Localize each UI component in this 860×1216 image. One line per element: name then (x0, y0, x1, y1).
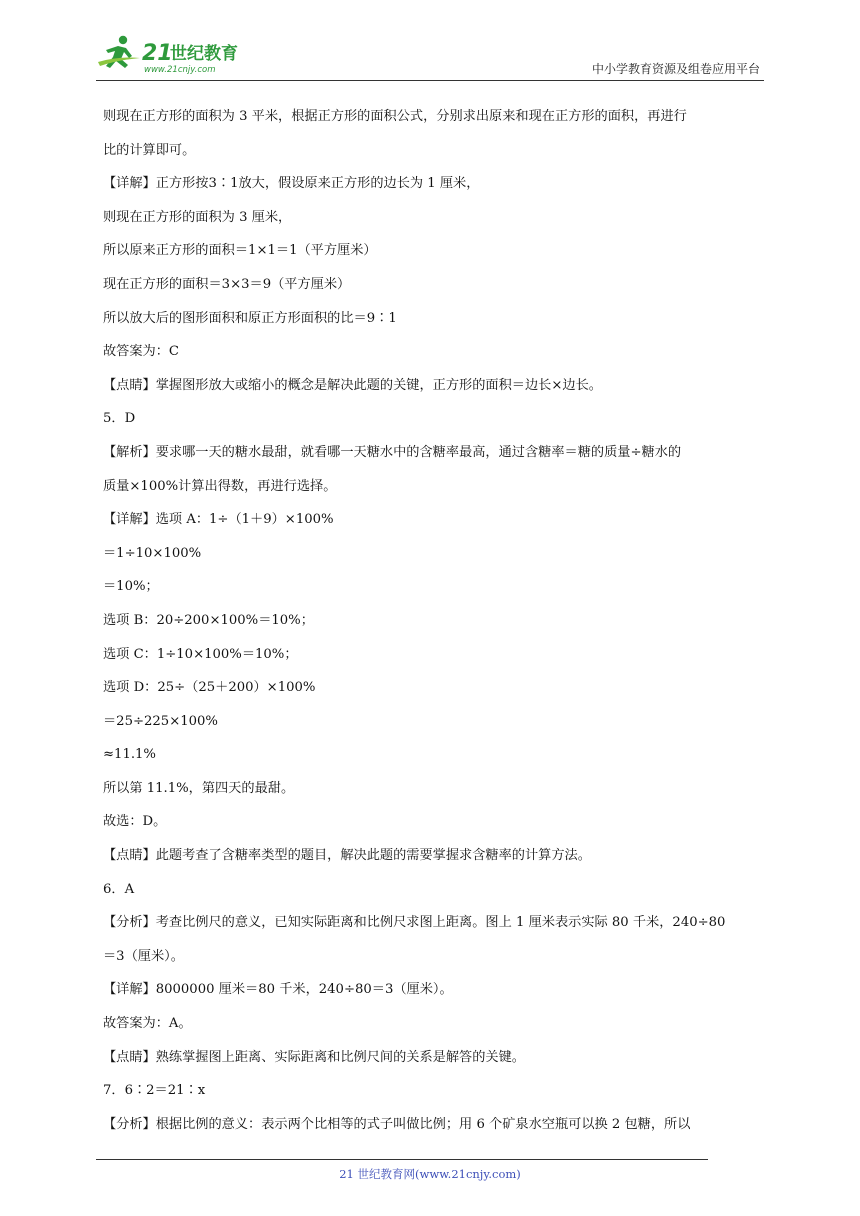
text-line: 选项 D：25÷（25＋200）×100% (103, 680, 316, 696)
text-line: 选项 B：20÷200×100%＝10%； (103, 612, 314, 628)
text-line: 5．D (103, 411, 136, 427)
text-line: ＝3（厘米）。 (103, 948, 184, 964)
answer-content (103, 100, 763, 1141)
site-logo (96, 32, 266, 76)
text-line: 【分析】根据比例的意义：表示两个比相等的式子叫做比例；用 6 个矿泉水空瓶可以换 2 包糖，所以 (103, 1116, 691, 1132)
text-line: 所以第 11.1%，第四天的最甜。 (103, 780, 295, 796)
text-line: 所以原来正方形的面积＝1×1＝1（平方厘米） (103, 243, 377, 259)
runner-icon (98, 36, 140, 68)
text-line: 【点睛】掌握图形放大或缩小的概念是解决此题的关键，正方形的面积＝边长×边长。 (103, 377, 602, 393)
text-line: 【点睛】熟练掌握图上距离、实际距离和比例尺间的关系是解答的关键。 (103, 1049, 525, 1065)
text-line: 故答案为：C (103, 344, 180, 360)
text-line: 故选：D。 (103, 814, 167, 830)
svg-text:世纪教育: 世纪教育 (170, 44, 238, 64)
text-line: 【解析】要求哪一天的糖水最甜，就看哪一天糖水中的含糖率最高，通过含糖率＝糖的质量÷糖水的 (103, 444, 682, 460)
text-line: 【点睛】此题考查了含糖率类型的题目，解决此题的需要掌握求含糖率的计算方法。 (103, 848, 591, 864)
text-line: 比的计算即可。 (103, 142, 196, 158)
text-line: ≈11.1% (103, 747, 156, 763)
text-line: 所以放大后的图形面积和原正方形面积的比＝9∶1 (103, 310, 397, 326)
page-header (96, 28, 764, 80)
text-line: ＝1÷10×100% (103, 545, 202, 561)
text-line: 故答案为：A。 (103, 1016, 192, 1032)
svg-text:21: 21 (142, 41, 173, 66)
footer-divider (96, 1159, 708, 1160)
text-line: ＝10%； (103, 579, 159, 595)
text-line: 选项 C：1÷10×100%＝10%； (103, 646, 298, 662)
text-line: 【详解】8000000 厘米＝80 千米，240÷80＝3（厘米）。 (103, 982, 453, 998)
text-line: 7．6∶2＝21∶x (103, 1083, 206, 1099)
footer-text: 21 世纪教育网(www.21cnjy.com) (339, 1167, 521, 1181)
header-platform-text: 中小学教育资源及组卷应用平台 (591, 62, 760, 76)
text-line: 【详解】正方形按3∶1放大，假设原来正方形的边长为 1 厘米， (103, 176, 480, 192)
text-line: 【详解】选项 A：1÷（1＋9）×100% (103, 512, 334, 528)
text-line: 则现在正方形的面积为 3 厘米， (103, 209, 292, 225)
text-line: 现在正方形的面积＝3×3＝9（平方厘米） (103, 276, 351, 292)
text-line: 质量×100%计算出得数，再进行选择。 (103, 478, 337, 494)
text-line: ＝25÷225×100% (103, 713, 218, 729)
text-line: 则现在正方形的面积为 3 平米，根据正方形的面积公式，分别求出原来和现在正方形的面积，再进行 (103, 109, 687, 124)
svg-text:www.21cnjy.com: www.21cnjy.com (144, 65, 216, 75)
header-divider (96, 80, 764, 81)
text-line: 【分析】考查比例尺的意义，已知实际距离和比例尺求图上距离。图上 1 厘米表示实际 80 千米，240÷80 (103, 915, 726, 931)
text-line: 6．A (103, 881, 135, 897)
